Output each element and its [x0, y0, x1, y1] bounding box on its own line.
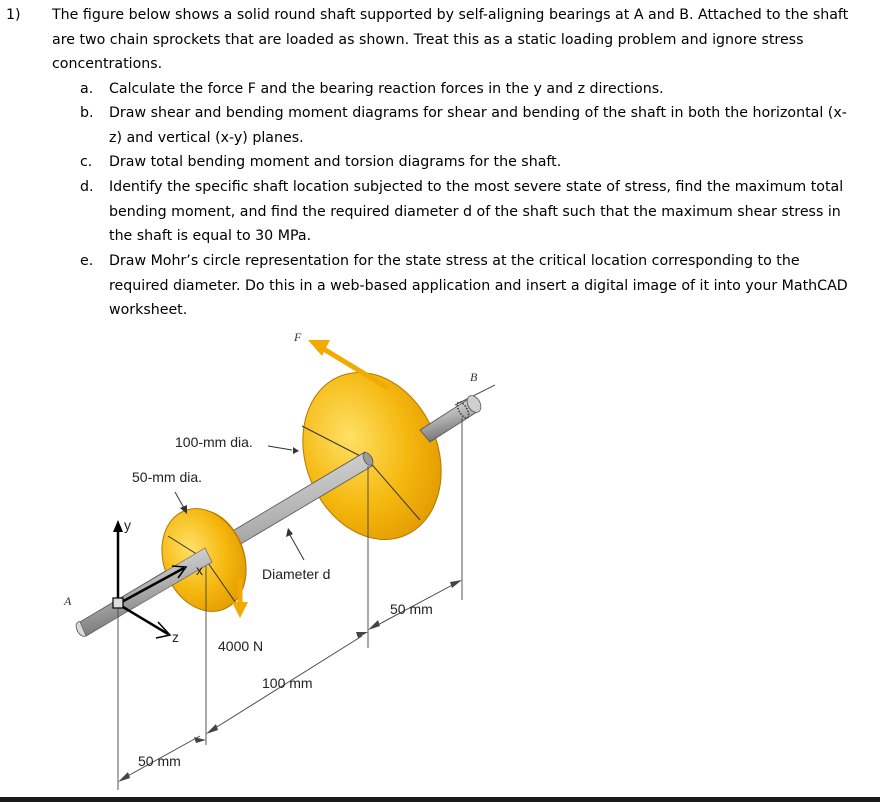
dim-bottom-label: 50 mm — [138, 753, 181, 769]
axis-z-label: z — [172, 629, 179, 645]
part-text: Calculate the force F and the bearing reaction forces in the y and z directions. — [109, 81, 664, 97]
dim-middle-label: 100 mm — [262, 675, 313, 691]
load-label: 4000 N — [218, 638, 264, 654]
part-label: d. — [80, 179, 94, 195]
part-text: Draw total bending moment and torsion diagrams for the shaft. — [109, 154, 562, 170]
part-label: b. — [80, 105, 94, 121]
part-text: Draw shear and bending moment diagrams for shear and bending of the shaft in both the horizontal (x-z) and vertical (x-y) planes. — [109, 105, 847, 146]
part-text: Draw Mohr’s circle representation for the state stress at the critical location corresponding to the required diameter. Do this in a web-based application and insert a digital image of it into your MathCAD worksheet. — [109, 253, 848, 319]
small-sprocket-label: 50-mm dia. — [132, 469, 203, 485]
shaft-figure — [0, 315, 880, 797]
shaft-diameter-label: Diameter d — [262, 566, 331, 582]
force-f-label: F — [294, 330, 302, 344]
part-label: e. — [80, 253, 94, 269]
axis-x-label: x — [196, 562, 203, 578]
bearing-a-label: A — [64, 594, 72, 608]
large-sprocket-label: 100-mm dia. — [175, 434, 253, 450]
dim-right-label: 50 mm — [390, 601, 433, 617]
problem-number: 1) — [6, 7, 21, 23]
bearing-b-label: B — [470, 370, 478, 384]
part-text: Identify the specific shaft location subjected to the most severe state of stress, find the maximum total bending moment, and find the required diameter d of the shaft such that the maximum shear stress in the shaft is equal to 30 MPa. — [109, 179, 844, 245]
large-sprocket — [279, 352, 466, 561]
page-bottom-border — [0, 797, 880, 802]
problem-intro: The figure below shows a solid round shaft supported by self-aligning bearings at A and B. Attached to the shaft are two chain sprockets that are loaded as shown. Treat this as a static loading problem and ignore stress concentrations. — [52, 7, 849, 73]
axis-y-label: y — [124, 517, 131, 533]
shaft-right — [420, 393, 484, 442]
part-label: c. — [80, 154, 93, 170]
part-label: a. — [80, 81, 94, 97]
